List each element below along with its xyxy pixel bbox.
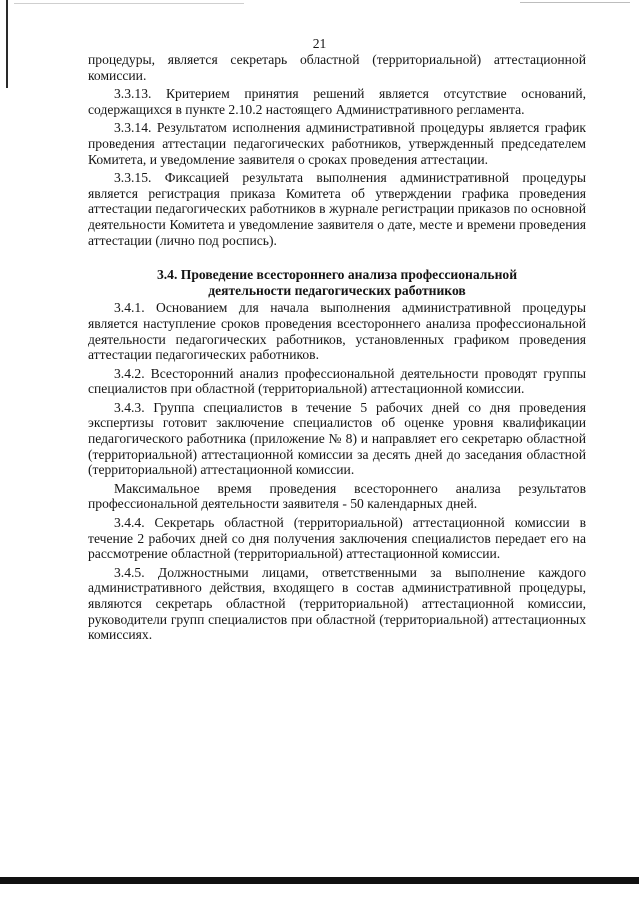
paragraph-3-4-2: 3.4.2. Всесторонний анализ профессиональной деятельности проводят группы специалистов при областной (территориальной) аттестационной комиссии. <box>88 365 586 397</box>
section-heading-3-4 <box>88 267 586 298</box>
paragraph-3-3-13: 3.3.13. Критерием принятия решений является отсутствие оснований, содержащихся в пункте 2.10.2 настоящего Административного регламента. <box>88 86 586 117</box>
scan-edge-top-right <box>520 2 630 3</box>
scan-bottom-bar <box>0 877 639 884</box>
paragraph-max-time: Максимальное время проведения всестороннего анализа результатов профессиональной деятельности заявителя - 50 календарных дней. <box>88 480 586 512</box>
paragraph-3-4-5: 3.4.5. Должностными лицами, ответственными за выполнение каждого административного действия, входящего в состав административной процедуры, являются секретарь областной (территориальной) аттестационной комиссии, руководители групп специалистов при областной (территориальной) аттестационных комиссиях. <box>88 564 586 643</box>
section-heading-line-1: 3.4. Проведение всестороннего анализа профессиональной <box>156 267 518 283</box>
document-body <box>88 52 586 646</box>
paragraph-3-4-4: 3.4.4. Секретарь областной (территориальной) аттестационной комиссии в течение 2 рабочих дней со дня получения заключения специалистов передает его на рассмотрение областной (территориальной) аттестационной комиссии. <box>88 515 586 562</box>
paragraph-3-4-3: 3.4.3. Группа специалистов в течение 5 рабочих дней со дня проведения экспертизы готовит заключение специалистов об оценке уровня квалификации педагогического работника (приложение № 8) и направляет его секретарю областной (территориальной) аттестационной комиссии за десять дней до заседания областной (территориальной) аттестационной комиссии. <box>88 399 586 478</box>
paragraph-3-3-15: 3.3.15. Фиксацией результата выполнения административной процедуры является регистрация приказа Комитета об утверждении графика проведения аттестации педагогических работников в журнале регистрации приказов по основной деятельности Комитета и уведомление заявителя о дате, месте и времени проведения аттестации (лично под роспись). <box>88 170 586 248</box>
scan-edge-top <box>14 3 244 4</box>
page-number: 21 <box>312 36 327 51</box>
paragraph-3-4-1: 3.4.1. Основанием для начала выполнения административной процедуры является наступление сроков проведения всестороннего анализа профессиональной деятельности педагогических работников, установленных графиком проведения аттестации педагогических работников. <box>88 300 586 363</box>
paragraph-continuation: процедуры, является секретарь областной (территориальной) аттестационной комиссии. <box>88 52 586 83</box>
paragraph-3-3-14: 3.3.14. Результатом исполнения административной процедуры является график проведения аттестации педагогических работников, утвержденный председателем Комитета, и уведомление заявителя о сроках проведения аттестации. <box>88 120 586 167</box>
section-heading-line-2: деятельности педагогических работников <box>208 282 466 298</box>
